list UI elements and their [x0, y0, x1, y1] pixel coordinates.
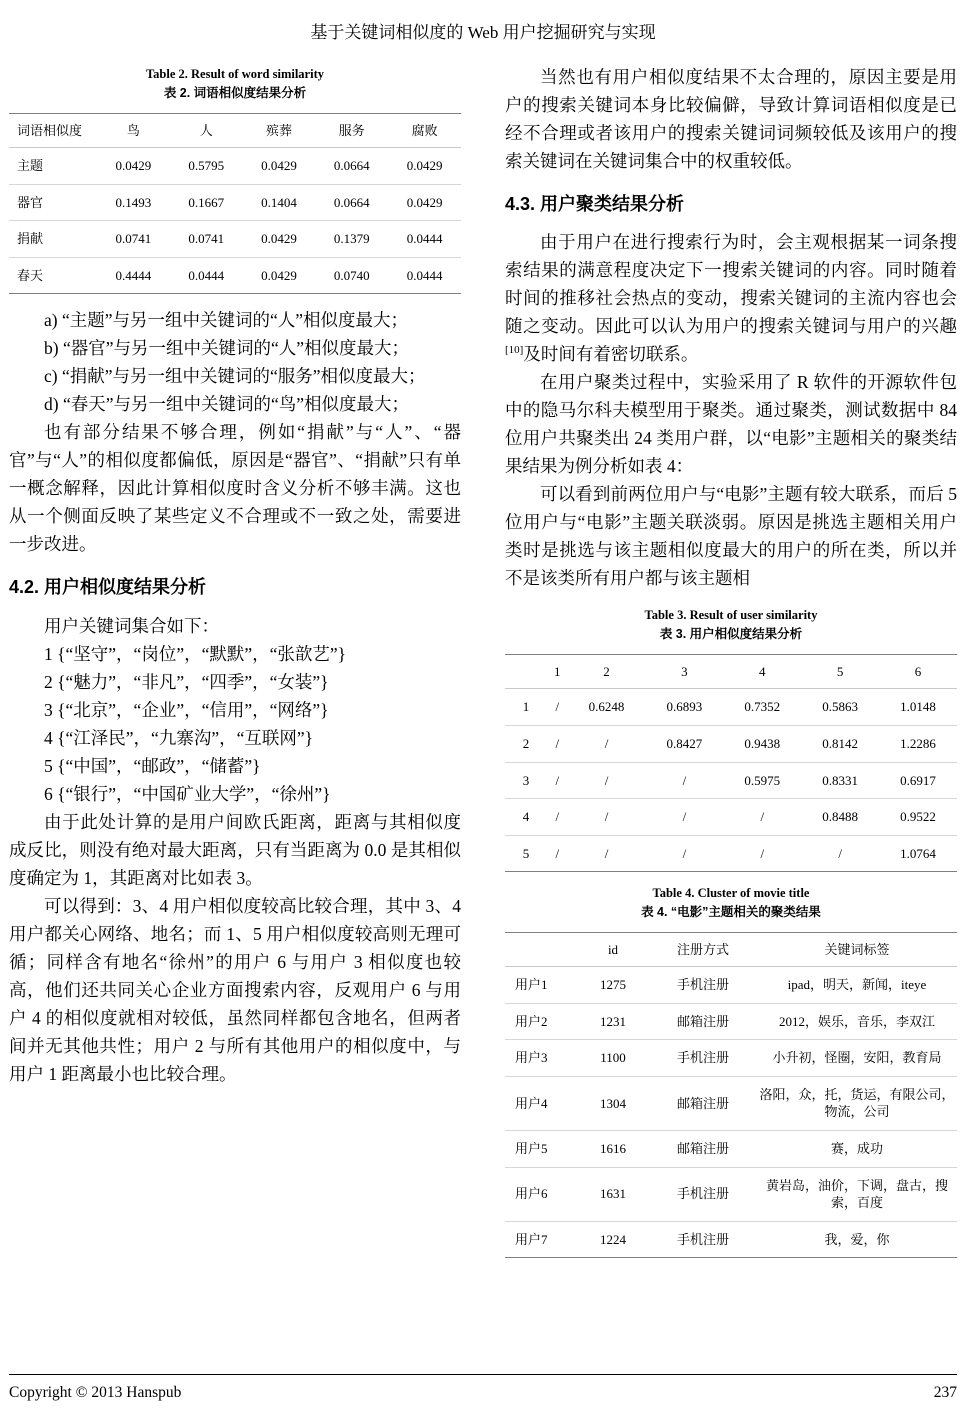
- result-item-c: c) “捐献”与另一组中关键词的“服务”相似度最大；: [44, 366, 426, 387]
- table3-caption-en: Table 3. Result of user similarity: [644, 608, 818, 623]
- page-number: 237: [933, 1384, 957, 1401]
- table-cell: 1.0764: [879, 835, 957, 872]
- table-cell: 用户2: [505, 1003, 577, 1040]
- result-item-a: a) “主题”与另一组中关键词的“人”相似度最大；: [44, 310, 409, 331]
- result-item-d: d) “春天”与另一组中关键词的“鸟”相似度最大；: [44, 394, 410, 415]
- column-header: 腐败: [388, 113, 461, 148]
- table-cell: 1616: [577, 1130, 649, 1167]
- keyword-set-5: 5 {“中国”，“邮政”，“储蓄”}: [44, 755, 261, 776]
- table3-caption-zh: 表 3. 用户相似度结果分析: [659, 627, 803, 642]
- table-cell: 1231: [577, 1003, 649, 1040]
- table-cell: 4: [505, 799, 547, 836]
- table-row: [505, 725, 957, 762]
- table-cell: 春天: [9, 257, 97, 294]
- table-row: [9, 221, 461, 258]
- table-cell: 0.9522: [879, 799, 957, 836]
- user-similarity-table: [505, 654, 957, 872]
- table-row: [505, 1040, 957, 1077]
- table-cell: 0.0429: [388, 148, 461, 185]
- section-heading-4-2: 4.2. 用户相似度结果分析: [9, 577, 207, 598]
- table-cell: 1.0148: [879, 689, 957, 726]
- table4-caption: [505, 884, 957, 922]
- unreasonable-results-paragraph: 当然也有用户相似度结果不太合理的，原因主要是用户的搜索关键词本身比较偏僻，导致计算词语相似度是已经不合理或者该用户的搜索关键词词频较低及该用户的搜索关键词在关键词集合中的权重较低。: [505, 67, 957, 171]
- column-header: id: [577, 932, 649, 967]
- table-cell: /: [568, 725, 646, 762]
- table-cell: /: [547, 799, 568, 836]
- table-cell: 1: [505, 689, 547, 726]
- table-cell: 1304: [577, 1076, 649, 1130]
- table-cell: 0.0444: [388, 221, 461, 258]
- table-cell: /: [568, 835, 646, 872]
- analysis-paragraph: 可以得到：3、4 用户相似度较高比较合理，其中 3、4 用户都关心网络、地名；而 1、5 用户相似度较高则无理可循；同样含有地名“徐州”的用户 6 与用户 3 相似度也较高，他们还共同关心企业方面搜索内容，反观用户 6 与用户 4 的相似度就相对较低，虽然同样都包含地名，但两者间并无其他共性；用户 2 与所有其他用户的相似度中，与用户 1 距离最小也比较合理。: [9, 895, 461, 1084]
- table-cell: /: [723, 835, 801, 872]
- column-header: 服务: [315, 113, 388, 148]
- table-cell: 0.1379: [315, 221, 388, 258]
- running-head-title: 基于关键词相似度的 Web 用户挖掘研究与实现: [310, 23, 656, 42]
- table-row: [505, 762, 957, 799]
- table-cell: 用户3: [505, 1040, 577, 1077]
- table4-caption-zh: 表 4. “电影”主题相关的聚类结果: [641, 904, 821, 919]
- table-cell: /: [547, 835, 568, 872]
- table-cell: 1275: [577, 967, 649, 1004]
- table-cell: 0.7352: [723, 689, 801, 726]
- table-cell: 0.0741: [170, 221, 243, 258]
- keyword-set-2: 2 {“魅力”，“非凡”，“四季”，“女装”}: [44, 671, 329, 692]
- table-cell: 捐献: [9, 221, 97, 258]
- movie-cluster-table: [505, 932, 957, 1258]
- table-cell: ipad，明天，新闻，iteye: [757, 967, 957, 1004]
- table-cell: /: [645, 762, 723, 799]
- page-footer: [9, 1374, 957, 1402]
- table-cell: /: [547, 689, 568, 726]
- table-cell: 2: [505, 725, 547, 762]
- table-cell: 手机注册: [649, 967, 757, 1004]
- discussion-paragraph: 也有部分结果不够合理，例如“捐献”与“人”、“器官”与“人”的相似度都偏低，原因是“器官”、“捐献”只有单一概念解释，因此计算相似度时含义分析不够丰满。这也从一个侧面反映了某些定义不合理或不一致之处，需要进一步改进。: [9, 422, 461, 555]
- table-cell: 1100: [577, 1040, 649, 1077]
- table-cell: /: [645, 835, 723, 872]
- table-cell: 器官: [9, 184, 97, 221]
- two-column-body: [9, 63, 957, 1270]
- table-cell: /: [801, 835, 879, 872]
- cluster-paragraph-2: 在用户聚类过程中，实验采用了 R 软件的开源软件包中的隐马尔科夫模型用于聚类。通过聚类，测试数据中 84 位用户共聚类出 24 类用户群，以“电影”主题相关的聚类结果结果为例分析如表 4：: [505, 372, 957, 477]
- table-cell: 小升初，怪圈，安阳，教育局: [757, 1040, 957, 1077]
- left-column: [9, 63, 461, 1270]
- table-cell: 0.1404: [243, 184, 316, 221]
- keyword-sets-intro: 用户关键词集合如下：: [44, 615, 219, 636]
- table-cell: 0.6248: [568, 689, 646, 726]
- citation-ref-10: [10]: [505, 344, 524, 357]
- table-row: [9, 148, 461, 185]
- table-row: [505, 799, 957, 836]
- table-cell: 用户1: [505, 967, 577, 1004]
- table-cell: 我，爱，你: [757, 1221, 957, 1258]
- table-cell: 0.0429: [243, 148, 316, 185]
- table-row: [505, 835, 957, 872]
- table3-caption: [505, 606, 957, 644]
- column-header: 5: [801, 654, 879, 689]
- table-cell: 0.0429: [97, 148, 170, 185]
- cluster-paragraph-1-tail: 及时间有着密切联系。: [523, 344, 699, 365]
- copyright-text: Copyright © 2013 Hanspub: [9, 1384, 182, 1401]
- table-cell: 手机注册: [649, 1167, 757, 1221]
- column-header: 鸟: [97, 113, 170, 148]
- table-cell: 用户7: [505, 1221, 577, 1258]
- table-cell: 用户5: [505, 1130, 577, 1167]
- table-cell: 0.0429: [243, 221, 316, 258]
- table-cell: 0.8331: [801, 762, 879, 799]
- table-cell: 1.2286: [879, 725, 957, 762]
- column-header: 殡葬: [243, 113, 316, 148]
- word-similarity-table: [9, 113, 461, 295]
- table-cell: /: [568, 799, 646, 836]
- table-cell: 0.9438: [723, 725, 801, 762]
- table-row: [505, 689, 957, 726]
- table-cell: 黄岩岛，油价，下调，盘古，搜索，百度: [757, 1167, 957, 1221]
- table-row: [9, 257, 461, 294]
- table-cell: 洛阳，众，托，货运，有限公司，物流，公司: [757, 1076, 957, 1130]
- table-cell: 0.8488: [801, 799, 879, 836]
- keyword-set-4: 4 {“江泽民”，“九寨沟”，“互联网”}: [44, 727, 314, 748]
- table-cell: 3: [505, 762, 547, 799]
- keyword-set-3: 3 {“北京”，“企业”，“信用”，“网络”}: [44, 699, 329, 720]
- table-cell: 手机注册: [649, 1040, 757, 1077]
- column-header: 2: [568, 654, 646, 689]
- column-header: 注册方式: [649, 932, 757, 967]
- table-cell: 0.5795: [170, 148, 243, 185]
- table-cell: 2012，娱乐，音乐，李双江: [757, 1003, 957, 1040]
- table-cell: 0.4444: [97, 257, 170, 294]
- table-cell: 0.0444: [388, 257, 461, 294]
- cluster-paragraph-1-text: 由于用户在进行搜索行为时，会主观根据某一词条搜索结果的满意程度决定下一搜索关键词的内容。同时随着时间的推移社会热点的变动，搜索关键词的主流内容也会随之变动。因此可以认为用户的搜索关键词与用户的兴趣: [505, 232, 957, 337]
- table-cell: 0.5975: [723, 762, 801, 799]
- table-row: [505, 1167, 957, 1221]
- table-row: [505, 1076, 957, 1130]
- table-cell: 0.5863: [801, 689, 879, 726]
- table-header-row: [9, 113, 461, 148]
- table-cell: 0.0664: [315, 148, 388, 185]
- table-row: [505, 1130, 957, 1167]
- table-cell: 0.0741: [97, 221, 170, 258]
- table-cell: 邮箱注册: [649, 1003, 757, 1040]
- table2-caption-zh: 表 2. 词语相似度结果分析: [163, 85, 307, 100]
- table-row: [505, 967, 957, 1004]
- table-cell: /: [547, 762, 568, 799]
- table-cell: 0.1667: [170, 184, 243, 221]
- table-cell: 主题: [9, 148, 97, 185]
- table-row: [505, 1221, 957, 1258]
- table-row: [505, 1003, 957, 1040]
- table-cell: 0.8142: [801, 725, 879, 762]
- table-cell: 0.6917: [879, 762, 957, 799]
- table-header-row: [505, 932, 957, 967]
- table-cell: 0.1493: [97, 184, 170, 221]
- cluster-paragraph-1: [505, 228, 957, 368]
- table-cell: /: [568, 762, 646, 799]
- column-header: [505, 932, 577, 967]
- keyword-set-1: 1 {“坚守”，“岗位”，“默默”，“张歆艺”}: [44, 643, 347, 664]
- table-cell: 0.0740: [315, 257, 388, 294]
- table-header-row: [505, 654, 957, 689]
- table-row: [9, 184, 461, 221]
- column-header: 1: [547, 654, 568, 689]
- column-header: 6: [879, 654, 957, 689]
- table4-caption-en: Table 4. Cluster of movie title: [652, 886, 810, 901]
- table-cell: 赛，成功: [757, 1130, 957, 1167]
- right-column: [505, 63, 957, 1270]
- table-cell: 0.8427: [645, 725, 723, 762]
- table-cell: 0.0429: [388, 184, 461, 221]
- table-cell: 邮箱注册: [649, 1130, 757, 1167]
- cluster-paragraph-3: 可以看到前两位用户与“电影”主题有较大联系，而后 5 位用户与“电影”主题关联淡弱。原因是挑选主题相关用户类时是挑选与该主题相似度最大的用户的所在类，所以并不是该类所有用户都与该主题相: [505, 484, 957, 589]
- table-cell: 0.6893: [645, 689, 723, 726]
- table-cell: 0.0429: [243, 257, 316, 294]
- table-cell: 5: [505, 835, 547, 872]
- column-header: 4: [723, 654, 801, 689]
- table-cell: 1631: [577, 1167, 649, 1221]
- section-heading-4-3: 4.3. 用户聚类结果分析: [505, 194, 685, 214]
- keyword-set-6: 6 {“银行”，“中国矿业大学”，“徐州”}: [44, 783, 331, 804]
- table-cell: 手机注册: [649, 1221, 757, 1258]
- table-cell: 邮箱注册: [649, 1076, 757, 1130]
- table2-caption: [9, 65, 461, 103]
- table2-caption-en: Table 2. Result of word similarity: [145, 67, 324, 81]
- table-cell: 用户6: [505, 1167, 577, 1221]
- table-cell: 0.0444: [170, 257, 243, 294]
- column-header: 3: [645, 654, 723, 689]
- column-header: 人: [170, 113, 243, 148]
- keyword-sets-list: [9, 640, 461, 808]
- table-cell: 1224: [577, 1221, 649, 1258]
- table-cell: 用户4: [505, 1076, 577, 1130]
- result-item-b: b) “器官”与另一组中关键词的“人”相似度最大；: [44, 338, 410, 359]
- distance-paragraph: 由于此处计算的是用户间欧氏距离，距离与其相似度成反比，则没有绝对最大距离，只有当距离为 0.0 是其相似度确定为 1，其距离对比如表 3。: [9, 811, 461, 888]
- table-cell: /: [723, 799, 801, 836]
- table-cell: /: [547, 725, 568, 762]
- column-header: 关键词标签: [757, 932, 957, 967]
- table-cell: /: [645, 799, 723, 836]
- table-cell: 0.0664: [315, 184, 388, 221]
- column-header: 词语相似度: [9, 113, 97, 148]
- column-header: [505, 654, 547, 689]
